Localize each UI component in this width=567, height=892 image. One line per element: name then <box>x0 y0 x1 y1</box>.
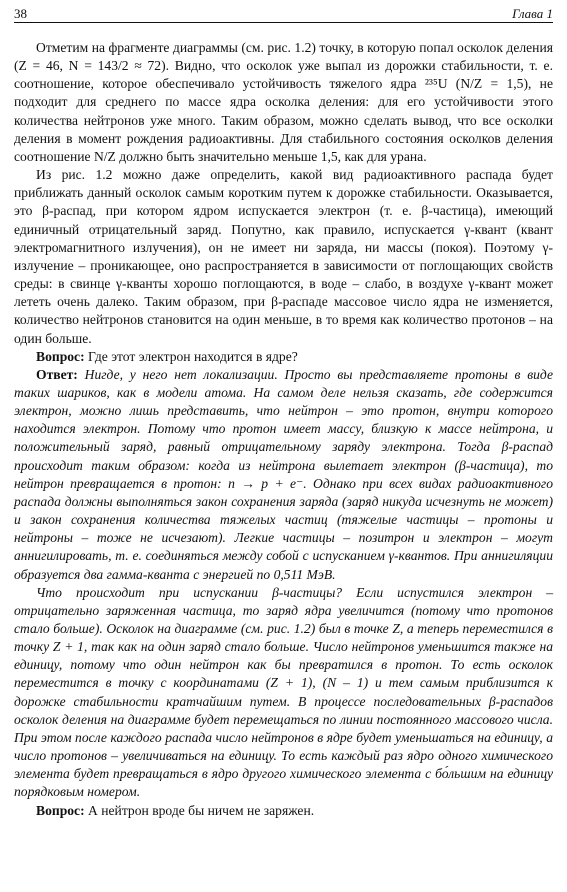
question-label-2: Вопрос: <box>36 802 85 818</box>
answer-paragraph <box>14 366 553 584</box>
question-paragraph <box>14 348 553 366</box>
page-body <box>14 23 553 820</box>
paragraph-fragment-diagram: Отметим на фрагменте диаграммы (см. рис. 1.2) точку, в которую попал осколок деления (Z = 46, N = 143/2 ≈ 72). Видно, что осколок уже выпал из дорожки стабильности, т. е. соотношение, которое обеспечивало устойчивость тяжелого ядра ²³⁵U (N/Z = 1,5), не подходит для среднего по массе ядра осколка деления: для его устойчивости этого количества нейтронов уже много. Таким образом, можно сделать вывод, что все осколки деления в момент рождения радиоактивны. Для стабильного состояния осколков деления соотношение N/Z должно быть значительно меньше 1,5, как для урана. <box>14 40 553 164</box>
question-text-2: А нейтрон вроде бы ничем не заряжен. <box>88 802 315 818</box>
answer-text: Нигде, у него нет локализации. Просто вы представляете протоны в виде таких шариков, как в модели атома. На самом деле нельзя сказать, где содержится электрон, можно лишь представить, что нейтрон – это протон, внутри которого находится электрон. Потому что протон имеет массу, близкую к массе нейтрона, и положительный заряд, равный отрицательному заряду электрона. Тогда β-распад происходит таким образом: когда из нейтрона вылетает электрон (β-частица), то нейтрон превращается в протон: n → p + e⁻. Однако при всех видах радиоактивного распада должны выполняться закон сохранения заряда (заряд никуда исчезнуть не может) и закон сохранения количества тяжелых частиц (тяжелые частицы – протоны и нейтроны – тоже не исчезают). Легкие частицы – позитрон и электрон – могут аннигилировать, т. е. соединяться между собой с испусканием γ-квантов. При аннигиляции образуется два гамма-кванта с энергией по 0,511 МэВ. <box>14 366 553 582</box>
chapter-title: Глава 1 <box>512 6 553 21</box>
paragraph-beta-decay: Из рис. 1.2 можно даже определить, какой вид радиоактивного распада будет приближать данный осколок самым коротким путем к дорожке стабильности. Оказывается, это β-распад, при котором ядром испускается электрон (т. е. β-частица), имеющий единичный отрицательный заряд. Попутно, как правило, испускается γ-квант (квант электромагнитного излучения), он не имеет ни заряда, ни массы (покоя). Поэтому γ-излучение – проникающее, оно распространяется в зависимости от поглощающих свойств среды: в свинце γ-кванты хорошо поглощаются, в воде – слабо, в воздухе γ-квант может лететь очень далеко. Таким образом, при β-распаде массовое число ядра не изменяется, количество нейтронов становится на один меньше, в то время как количество протонов – на один больше. <box>14 167 553 346</box>
answer-label: Ответ: <box>36 366 78 382</box>
question-label: Вопрос: <box>36 348 85 364</box>
question-paragraph-2 <box>14 802 553 820</box>
page-number: 38 <box>14 6 27 21</box>
paragraph-beta-emission: Что происходит при испускании β-частицы? Если испустился электрон – отрицательно заряженная частица, то заряд ядра увеличится (потому что протонов стало больше). Осколок на диаграмме (см. рис. 1.2) был в точке Z, а теперь переместился в точку Z + 1, так как на один заряд стало больше. Число нейтронов уменьшится также на единицу, потому что один нейтрон как бы превратился в протон. То есть осколок переместится в точку с координатами (Z + 1), (N – 1) и тем самым приблизится к дорожке стабильности кратчайшим путем. В процессе последовательных β-распадов осколок деления на диаграмме будет перемещаться по линии постоянного массового числа. При этом после каждого распада число нейтронов в ядре будет уменьшаться на единицу, а число протонов – увеличиваться на единицу. То есть каждый раз ядро одного химического элемента будет превращаться в ядро другого химического элемента с бо́льшим на единицу порядковым номером. <box>14 584 553 800</box>
question-text: Где этот электрон находится в ядре? <box>88 348 298 364</box>
page-header <box>14 0 553 23</box>
